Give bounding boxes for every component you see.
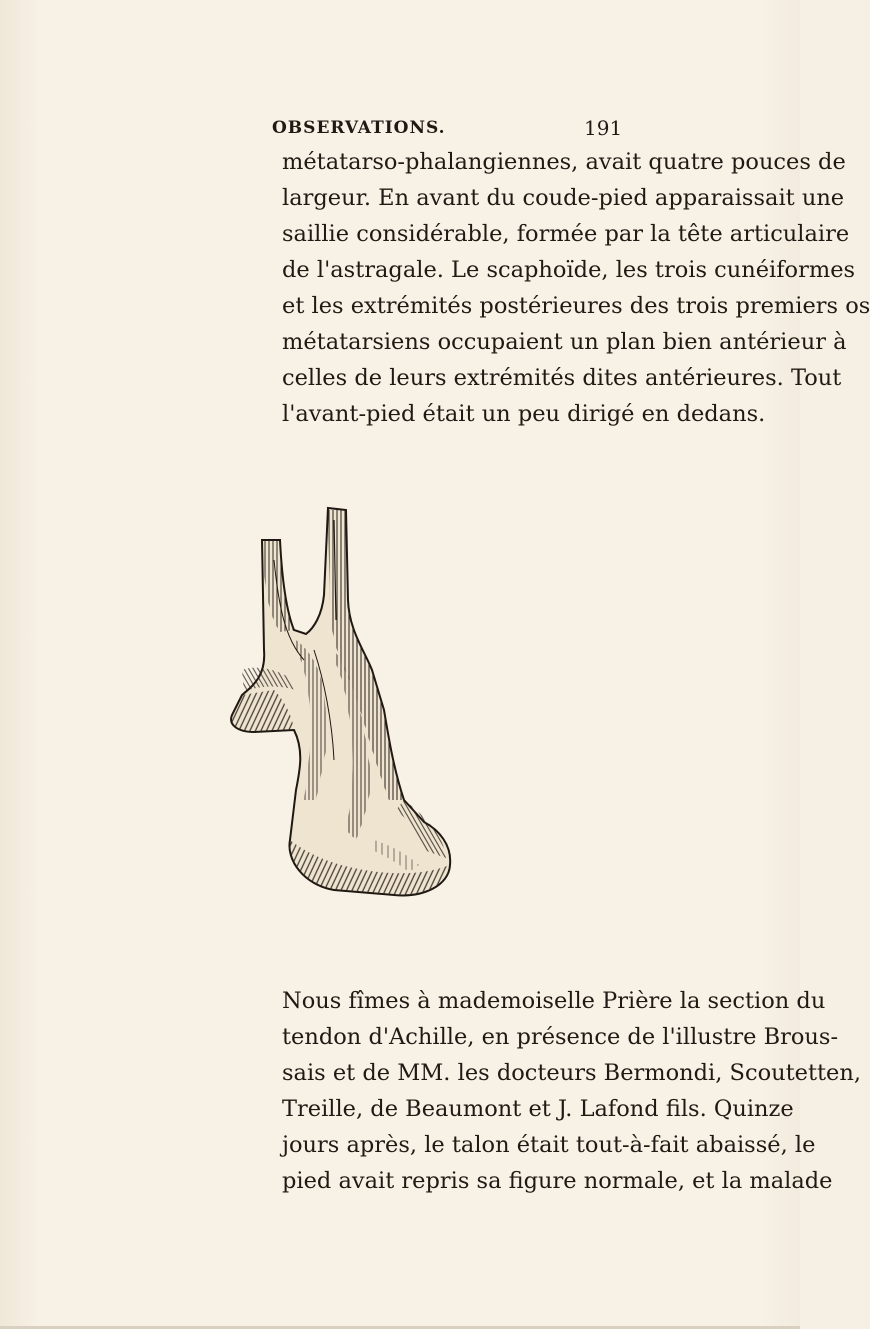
text-line: et les extrémités postérieures des trois premiers os — [282, 293, 870, 319]
page-number: 191 — [584, 116, 623, 140]
text-line: jours après, le talon était tout-à-fait abaissé, le — [282, 1132, 816, 1158]
paragraph-1 — [282, 144, 870, 432]
text-line: Treille, de Beaumont et J. Lafond fils. Quinze — [282, 1096, 794, 1122]
text-line: métatarso-phalangiennes, avait quatre pouces de — [282, 149, 846, 175]
paragraph-2 — [282, 983, 861, 1199]
text-line: pied avait repris sa figure normale, et la malade — [282, 1168, 833, 1194]
text-line: l'avant-pied était un peu dirigé en dedans. — [282, 401, 766, 427]
foot-engraving — [224, 500, 464, 920]
text-line: largeur. En avant du coude-pied apparaissait une — [282, 185, 845, 211]
foot-illustration — [224, 500, 464, 920]
text-line: sais et de MM. les docteurs Bermondi, Scoutetten, — [282, 1060, 862, 1086]
running-head — [0, 118, 800, 140]
text-line: Nous fîmes à mademoiselle Prière la section du — [282, 988, 826, 1014]
running-title: OBSERVATIONS. — [272, 118, 446, 138]
text-line: celles de leurs extrémités dites antérieures. Tout — [282, 365, 842, 391]
text-line: tendon d'Achille, en présence de l'illustre Brous- — [282, 1024, 839, 1050]
text-line: saillie considérable, formée par la tête articulaire — [282, 221, 850, 247]
text-line: de l'astragale. Le scaphoïde, les trois cunéiformes — [282, 257, 856, 283]
text-line: métatarsiens occupaient un plan bien antérieur à — [282, 329, 847, 355]
